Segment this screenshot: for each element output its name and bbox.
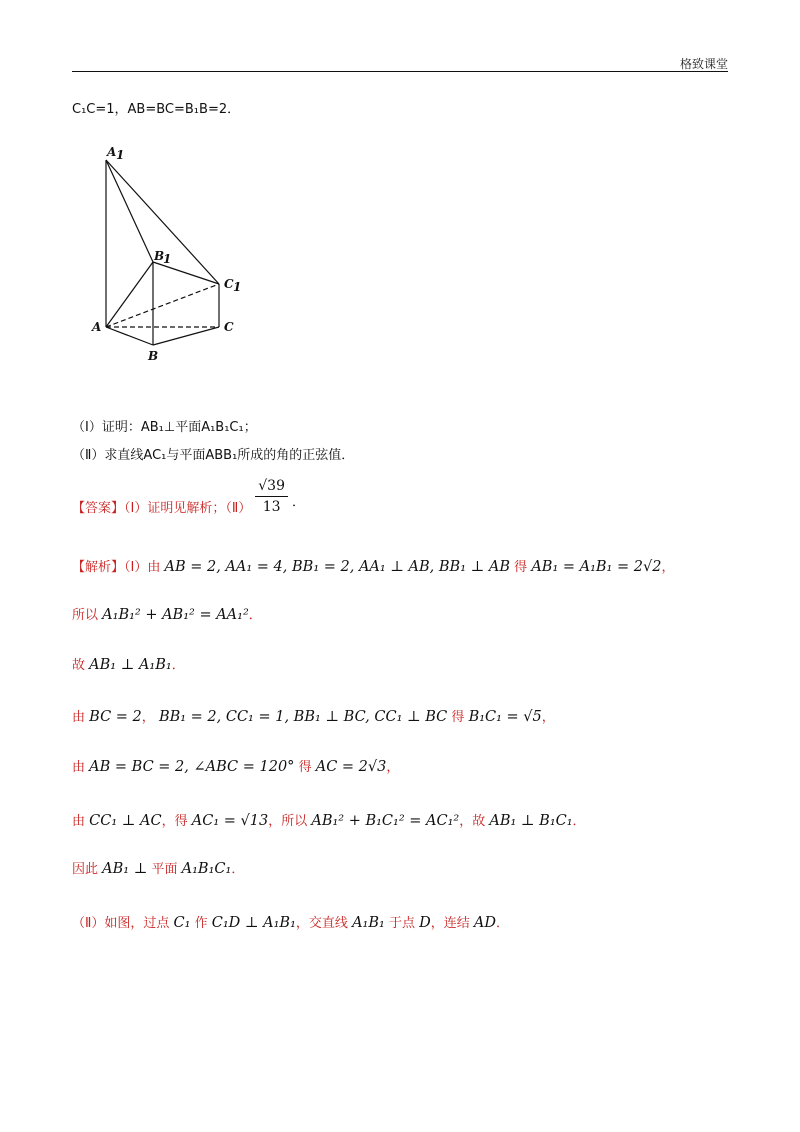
solution-line-8 bbox=[72, 912, 509, 931]
sol-l7-a: 因此 bbox=[72, 862, 99, 877]
edge-A-B1 bbox=[106, 262, 153, 327]
question-2-prefix: （Ⅱ）求直线 bbox=[72, 448, 144, 463]
sol-l5-math1: AB = BC = 2, ∠ABC = 120° bbox=[89, 759, 295, 775]
header-brand: 格致课堂 bbox=[679, 57, 728, 71]
sol-l1-math2: AB₁ = A₁B₁ = 2√2 bbox=[531, 559, 662, 575]
sol-l3-math: AB₁ ⊥ A₁B₁ bbox=[89, 657, 172, 673]
sol-l1-c: ， bbox=[661, 560, 675, 575]
sol-l8-a: （Ⅱ）如图，过点 bbox=[72, 916, 170, 931]
sol-l6-e: ． bbox=[572, 814, 586, 829]
label-A1: A bbox=[107, 145, 117, 159]
solution-line-2 bbox=[72, 604, 262, 623]
sol-l5-b: 得 bbox=[298, 760, 312, 775]
sol-l2-a: 所以 bbox=[72, 608, 99, 623]
question-2-text: AC₁与平面ABB₁所成的角的正弦值． bbox=[143, 448, 355, 463]
sol-l8-d: 于点 bbox=[388, 916, 415, 931]
solution-line-5 bbox=[72, 756, 399, 775]
label-C: C bbox=[224, 320, 234, 334]
sol-l6-math2: AC₁ = √13 bbox=[191, 813, 269, 829]
sol-l4-d: ， bbox=[541, 710, 555, 725]
sol-l6-b: ，得 bbox=[161, 814, 188, 829]
question-1 bbox=[72, 416, 257, 435]
answer-tag: 【答案】 bbox=[72, 501, 125, 516]
label-C1: C bbox=[224, 277, 234, 291]
sol-l4-b: ， bbox=[141, 710, 155, 725]
sol-l8-f: ． bbox=[496, 916, 510, 931]
solution-line-1 bbox=[72, 556, 674, 575]
sol-l4-c: 得 bbox=[451, 710, 465, 725]
sol-l4-a: 由 bbox=[72, 710, 86, 725]
answer-line bbox=[72, 478, 305, 515]
answer-end: ． bbox=[292, 495, 306, 510]
header-rule bbox=[72, 71, 728, 72]
solution-tag: 【解析】 bbox=[72, 560, 125, 575]
edge-A-C1 bbox=[106, 284, 219, 327]
solution-line-7 bbox=[72, 858, 244, 877]
edge-A-B bbox=[106, 327, 153, 345]
answer-part1: （Ⅰ）证明见解析；（Ⅱ） bbox=[124, 501, 252, 516]
prism-figure bbox=[86, 140, 256, 370]
sol-l4-math3: B₁C₁ = √5 bbox=[468, 709, 542, 725]
sol-l3-b: ． bbox=[171, 658, 185, 673]
sol-l1-b: 得 bbox=[514, 560, 528, 575]
sol-l7-c: ． bbox=[231, 862, 245, 877]
sol-l8-b: 作 bbox=[194, 916, 208, 931]
sol-l1-math: AB = 2, AA₁ = 4, BB₁ = 2, AA₁ ⊥ AB, BB₁ ⊥ AB bbox=[164, 559, 511, 575]
sol-l6-math4: AB₁ ⊥ B₁C₁ bbox=[489, 813, 573, 829]
label-B: B bbox=[148, 349, 159, 363]
label-C1-sub: 1 bbox=[233, 280, 242, 294]
sol-l2-b: ． bbox=[248, 608, 262, 623]
question-1-text: AB₁⊥平面A₁B₁C₁； bbox=[140, 420, 257, 435]
sol-l2-math: A₁B₁² + AB₁² = AA₁² bbox=[102, 607, 249, 623]
given-conditions: C₁C=1，AB=BC=B₁B=2． bbox=[72, 102, 241, 117]
sol-l8-e: ，连结 bbox=[430, 916, 470, 931]
label-B1-sub: 1 bbox=[163, 252, 172, 266]
sol-l7-b: 平面 bbox=[151, 862, 178, 877]
answer-fraction bbox=[255, 478, 288, 515]
edge-A1-B1 bbox=[106, 160, 153, 262]
sol-l8-math4: D bbox=[419, 915, 431, 931]
sol-l3-a: 故 bbox=[72, 658, 86, 673]
sol-l8-math5: AD bbox=[473, 915, 497, 931]
sol-l8-math2: C₁D ⊥ A₁B₁ bbox=[211, 915, 296, 931]
solution-line-6 bbox=[72, 810, 586, 829]
sol-l4-math2: BB₁ = 2, CC₁ = 1, BB₁ ⊥ BC, CC₁ ⊥ BC bbox=[158, 709, 448, 725]
sol-l8-math3: A₁B₁ bbox=[352, 915, 385, 931]
solution-line-3 bbox=[72, 654, 185, 673]
question-1-prefix: （Ⅰ）证明： bbox=[72, 420, 141, 435]
sol-l5-a: 由 bbox=[72, 760, 86, 775]
answer-fraction-denominator: 13 bbox=[262, 499, 281, 515]
sol-l5-c: ， bbox=[386, 760, 400, 775]
sol-l6-math3: AB₁² + B₁C₁² = AC₁² bbox=[311, 813, 460, 829]
sol-l7-math2: A₁B₁C₁ bbox=[181, 861, 232, 877]
label-A: A bbox=[92, 320, 102, 334]
sol-l4-math1: BC = 2 bbox=[89, 709, 142, 725]
label-A1-sub: 1 bbox=[116, 148, 125, 162]
sol-l5-math2: AC = 2√3 bbox=[315, 759, 387, 775]
sol-l1-a: （Ⅰ）由 bbox=[124, 560, 161, 575]
sol-l6-c: ，所以 bbox=[268, 814, 308, 829]
sol-l7-math1: AB₁ ⊥ bbox=[102, 861, 148, 877]
question-2 bbox=[72, 444, 354, 463]
label-B1: B bbox=[154, 249, 165, 263]
sol-l6-d: ，故 bbox=[459, 814, 486, 829]
solution-line-4 bbox=[72, 706, 555, 725]
answer-fraction-numerator: √39 bbox=[255, 478, 288, 497]
sol-l8-c: ，交直线 bbox=[295, 916, 348, 931]
edge-B-C bbox=[153, 327, 219, 345]
sol-l6-a: 由 bbox=[72, 814, 86, 829]
sol-l8-math1: C₁ bbox=[173, 915, 191, 931]
sol-l6-math1: CC₁ ⊥ AC bbox=[89, 813, 162, 829]
